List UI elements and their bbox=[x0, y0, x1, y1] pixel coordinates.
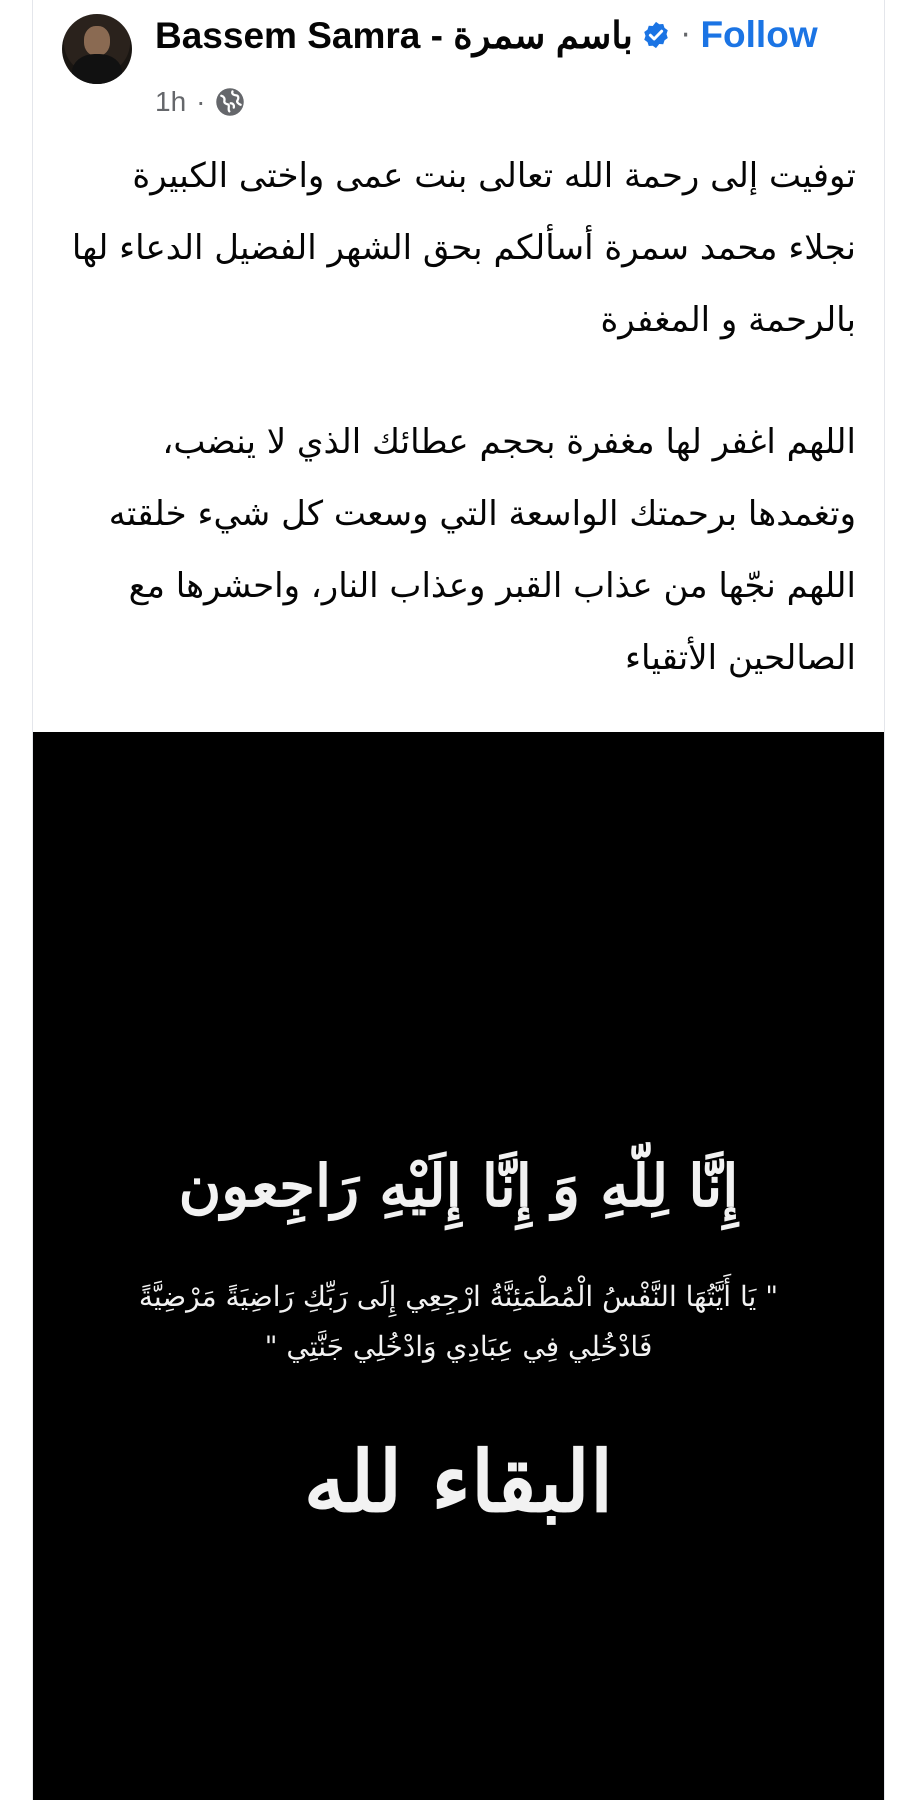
post-card bbox=[32, 0, 885, 1800]
post-line: اللهم نجّها من عذاب القبر وعذاب النار، واحشرها مع bbox=[128, 566, 856, 606]
quran-verse-line-2: فَادْخُلِي فِي عِبَادِي وَادْخُلِي جَنَّتِي " bbox=[264, 1330, 653, 1363]
post-text bbox=[66, 140, 856, 694]
post-header bbox=[33, 0, 884, 130]
post-line: وتغمدها برحمتك الواسعة التي وسعت كل شيء خلقته bbox=[108, 494, 856, 534]
avatar[interactable] bbox=[62, 14, 132, 84]
post-line: نجلاء محمد سمرة أسألكم بحق الشهر الفضيل الدعاء لها bbox=[71, 228, 856, 268]
condolence-heading: إِنَّا لِلّهِ وَ إِنَّا إِلَيْهِ رَاجِعون bbox=[178, 1152, 739, 1220]
post-meta bbox=[155, 82, 245, 122]
post-image[interactable] bbox=[33, 732, 884, 1800]
meta-separator: · bbox=[196, 86, 206, 117]
post-time[interactable]: 1h bbox=[155, 86, 187, 117]
condolence-phrase: البقاء لله bbox=[303, 1432, 614, 1531]
post-line: الصالحين الأتقياء bbox=[624, 638, 856, 678]
globe-icon[interactable] bbox=[215, 87, 245, 117]
separator-dot: · bbox=[680, 17, 691, 53]
post-line: اللهم اغفر لها مغفرة بحجم عطائك الذي لا ينضب، bbox=[162, 422, 856, 462]
author-row bbox=[155, 8, 818, 62]
author-name[interactable]: Bassem Samra - باسم سمرة bbox=[155, 14, 633, 56]
quran-verse-line-1: " يَا أَيَّتُهَا النَّفْسُ الْمُطْمَئِنَّةُ ارْجِعِي إِلَى رَبِّكِ رَاضِيَةً مَرْضِيَّةً bbox=[138, 1280, 779, 1313]
verified-badge-icon bbox=[641, 20, 671, 50]
post-line: توفيت إلى رحمة الله تعالى بنت عمى واختى الكبيرة bbox=[132, 156, 856, 196]
post-line: بالرحمة و المغفرة bbox=[600, 300, 856, 340]
follow-button[interactable]: Follow bbox=[700, 14, 818, 55]
